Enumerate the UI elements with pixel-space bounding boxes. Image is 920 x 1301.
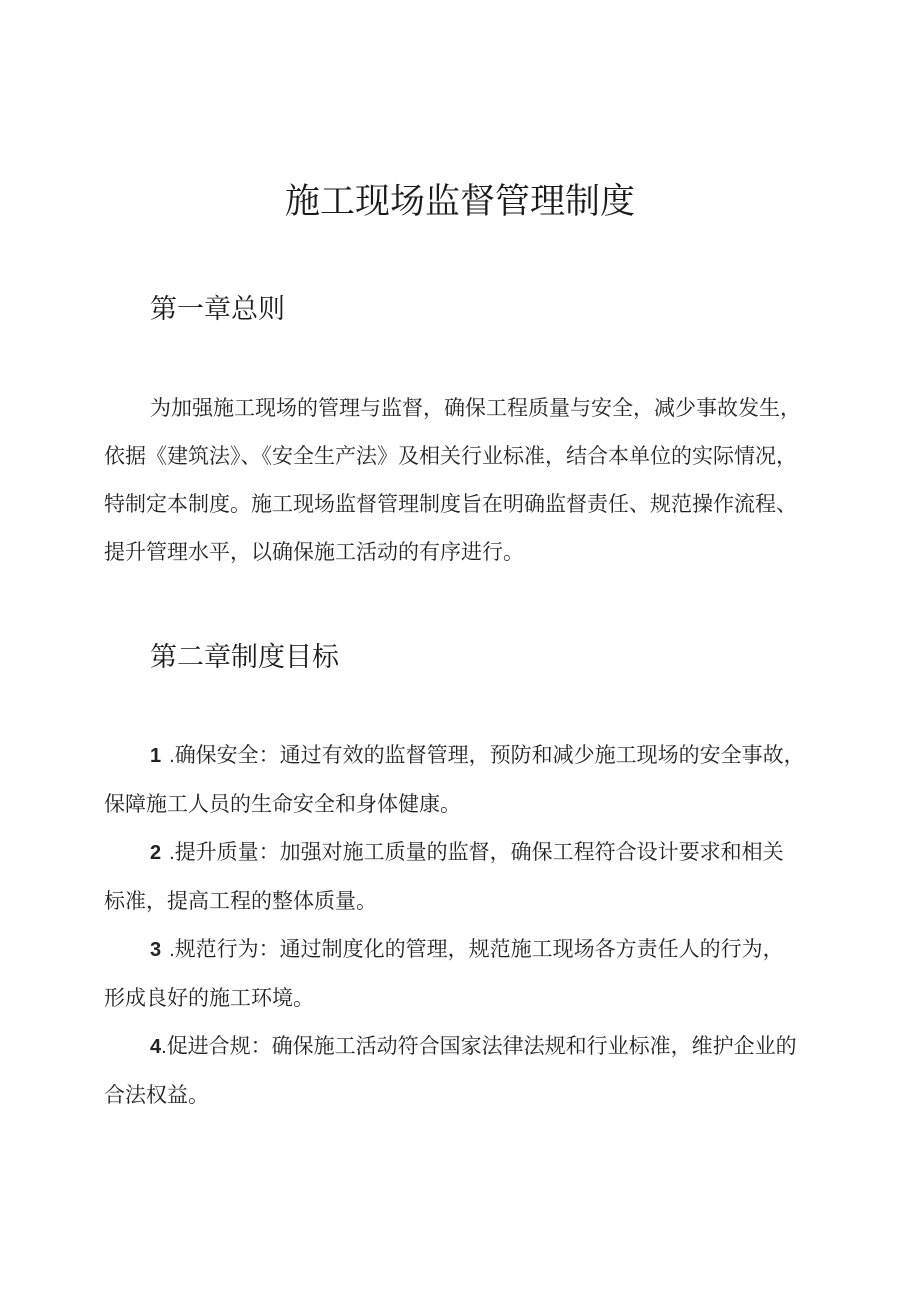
goal-item-line xyxy=(104,1022,830,1071)
goal-item-text: 规范行为：通过制度化的管理，规范施工现场各方责任人的行为， xyxy=(174,937,784,961)
goal-item-text: 促进合规：确保施工活动符合国家法律法规和行业标准，维护企业的 xyxy=(166,1034,797,1058)
chapter-1-paragraph xyxy=(104,384,830,576)
goal-item-number: 1 xyxy=(150,745,162,767)
goal-item-number: 3 xyxy=(150,939,162,961)
goal-item-compliance xyxy=(104,1022,830,1119)
goal-item-line: 保障施工人员的生命安全和身体健康。 xyxy=(104,792,461,816)
paragraph-line: 提升管理水平，以确保施工活动的有序进行。 xyxy=(104,540,524,564)
goal-item-line: 标准，提高工程的整体质量。 xyxy=(104,889,377,913)
goal-item-text: 提升质量：加强对施工质量的监督，确保工程符合设计要求和相关 xyxy=(174,840,784,864)
goal-item-number: 2 xyxy=(150,842,162,864)
goal-item-line: 合法权益。 xyxy=(104,1083,209,1107)
goal-item-dot: . xyxy=(169,939,175,961)
goal-item-line xyxy=(104,925,830,974)
chapter-2-heading: 第二章制度目标 xyxy=(150,642,339,673)
paragraph-line: 为加强施工现场的管理与监督，确保工程质量与安全，减少事故发生， xyxy=(150,396,801,420)
goal-item-safety xyxy=(104,731,830,828)
goal-item-dot: . xyxy=(161,1036,167,1058)
document-title: 施工现场监督管理制度 xyxy=(284,182,635,222)
paragraph-line: 特制定本制度。施工现场监督管理制度旨在明确监督责任、规范操作流程、 xyxy=(104,492,797,516)
goal-item-line xyxy=(104,731,830,780)
goal-item-dot: . xyxy=(169,745,175,767)
goal-item-line xyxy=(104,828,830,877)
goal-item-conduct xyxy=(104,925,830,1022)
paragraph-line: 依据《建筑法》、《安全生产法》及相关行业标准，结合本单位的实际情况， xyxy=(104,444,797,468)
goal-item-quality xyxy=(104,828,830,925)
goal-item-line: 形成良好的施工环境。 xyxy=(104,986,314,1010)
goal-item-dot: . xyxy=(169,842,175,864)
goal-item-text: 确保安全：通过有效的监督管理，预防和减少施工现场的安全事故， xyxy=(174,743,805,767)
goal-item-number: 4 xyxy=(150,1036,162,1058)
chapter-1-heading: 第一章总则 xyxy=(150,294,285,325)
